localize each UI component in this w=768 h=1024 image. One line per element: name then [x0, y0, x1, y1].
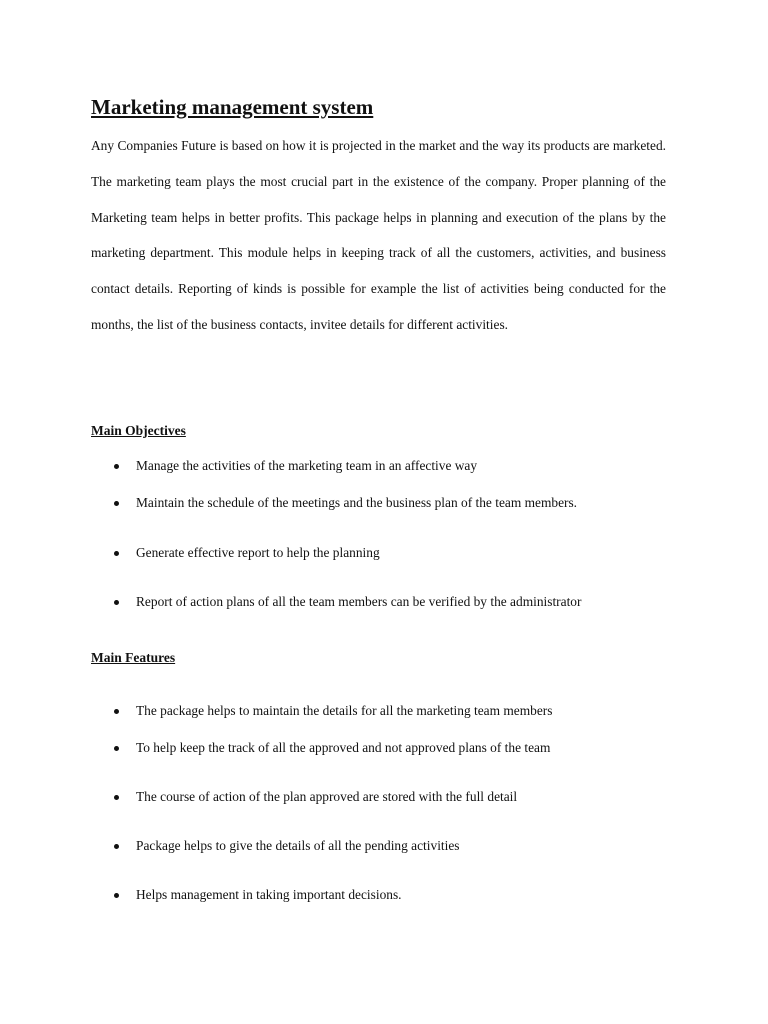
feature-item-text: Helps management in taking important decisions.: [136, 887, 402, 902]
feature-item-text: To help keep the track of all the approved and not approved plans of the team: [136, 740, 551, 755]
page-title: Marketing management system: [91, 95, 374, 119]
feature-item-text: The course of action of the plan approved are stored with the full detail: [136, 789, 518, 804]
objective-item-text: Report of action plans of all the team members can be verified by the administrator: [136, 594, 582, 609]
objective-item-text: Generate effective report to help the planning: [136, 545, 380, 560]
bullet-icon: [114, 551, 119, 556]
bullet-icon: [114, 844, 119, 849]
feature-item-text: The package helps to maintain the details for all the marketing team members: [136, 703, 553, 718]
features-heading: Main Features: [91, 650, 176, 665]
bullet-icon: [114, 501, 119, 506]
objective-item-text: Maintain the schedule of the meetings and the business plan of the team members.: [136, 495, 578, 510]
bullet-icon: [114, 746, 119, 751]
bullet-icon: [114, 600, 119, 605]
bullet-icon: [114, 464, 119, 469]
intro-paragraph: Any Companies Future is based on how it is projected in the market and the way its products are marketed. The marketing team plays the most crucial part in the existence of the company. Proper planning of the Marketing team helps in better profits. This package helps in planning and execution of the plans by the marketing department. This module helps in keeping track of all the customers, activities, and business contact details. Reporting of kinds is possible for example the list of activities being conducted for the months, the list of the business contacts, invitee details for different activities.: [91, 138, 666, 332]
objectives-heading: Main Objectives: [91, 423, 186, 438]
bullet-icon: [114, 709, 119, 714]
bullet-icon: [114, 893, 119, 898]
feature-item-text: Package helps to give the details of all the pending activities: [136, 838, 460, 853]
bullet-icon: [114, 795, 119, 800]
objective-item-text: Manage the activities of the marketing team in an affective way: [136, 458, 478, 473]
